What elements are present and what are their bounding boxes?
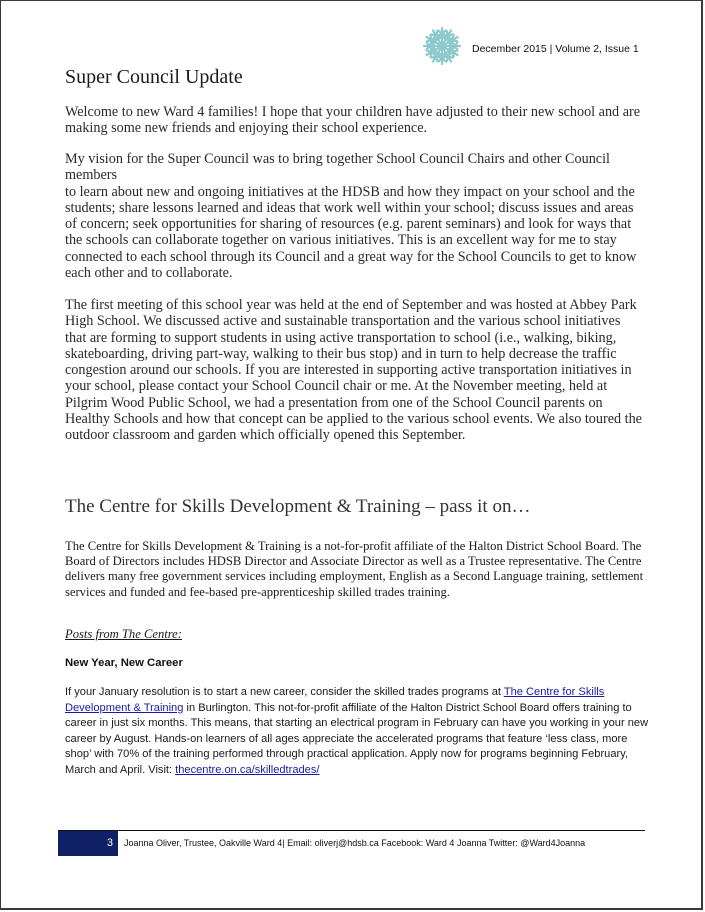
- page-number: 3: [106, 837, 113, 849]
- snowflake-icon: [422, 26, 462, 66]
- paragraph-centre-intro: The Centre for Skills Development & Training is a not-for-profit affiliate of the Halton District School Board. The Board of Directors includes HDSB Director and Associate Director as well as a Trustee representative. The Centre delivers many free government services including employment, English as a Second Language training, settlement services and funded and fee-based pre-apprenticeship skilled trades training.: [65, 539, 644, 599]
- paragraph-vision-line1: My vision for the Super Council was to bring together School Council Chairs and other Council members: [65, 151, 610, 184]
- paragraph-welcome: Welcome to new Ward 4 families! I hope that your children have adjusted to their new school and are making some new friends and enjoying their school experience.: [65, 104, 641, 137]
- section-title-super-council: Super Council Update: [65, 66, 243, 88]
- skilledtrades-link[interactable]: thecentre.on.ca/skilledtrades/: [175, 763, 320, 776]
- footer-contact: Joanna Oliver, Trustee, Oakville Ward 4| Email: oliverj@hdsb.ca Facebook: Ward 4 Joanna Twitter: @Ward4Joanna: [124, 838, 586, 848]
- post-body: [65, 685, 650, 779]
- centre-link[interactable]: The Centre for Skills Development & Training: [65, 686, 605, 714]
- post-text-2: in Burlington. This not-for-profit affiliate of the Halton District School Board offers training to career in just six months. This means, that starting an electrical program in February can have you working in your new career by August. Hands-on learners of all ages appreciate the accelerated programs that feature ‘less class, more shop’ with 70% of the training performed through practical application. Apply now for programs beginning February, March and April. Visit:: [65, 701, 649, 776]
- post-text-1: If your January resolution is to start a new career, consider the skilled trades programs at: [65, 686, 504, 698]
- post-title: New Year, New Career: [65, 657, 183, 669]
- issue-info: December 2015 | Volume 2, Issue 1: [472, 43, 639, 55]
- page-number-block: [58, 831, 118, 856]
- section-title-centre: The Centre for Skills Development & Training – pass it on…: [65, 496, 531, 517]
- posts-label: Posts from The Centre:: [65, 627, 182, 641]
- paragraph-first-meeting: The first meeting of this school year was held at the end of September and was hosted at Abbey Park High School. We discussed active and sustainable transportation and the various school initiatives that are forming to support students in using active transportation to school (i.e., walking, biking, skateboarding, driving part-way, walking to their bus stop) and in turn to help decrease the traffic congestion around our schools. If you are interested in supporting active transportation initiatives in your school, please contact your School Council chair or me. At the November meeting, held at Pilgrim Wood Public School, we had a presentation from one of the School Council parents on Healthy Schools and how that concept can be applied to the various school events. We also toured the outdoor classroom and garden which officially opened this September.: [65, 297, 642, 444]
- footer-divider: [58, 830, 645, 831]
- paragraph-vision: [65, 151, 645, 281]
- paragraph-vision-rest: to learn about new and ongoing initiatives at the HDSB and how they impact on your school and the students; share lessons learned and ideas that work well within your school; discuss issues and areas of concern; seek opportunities for sharing of resources (e.g. parent seminars) and look for ways that the schools can collaborate together on various initiatives. This is an excellent way for me to stay connected to each school through its Council and a great way for the School Councils to get to know each other and to collaborate.: [65, 183, 637, 282]
